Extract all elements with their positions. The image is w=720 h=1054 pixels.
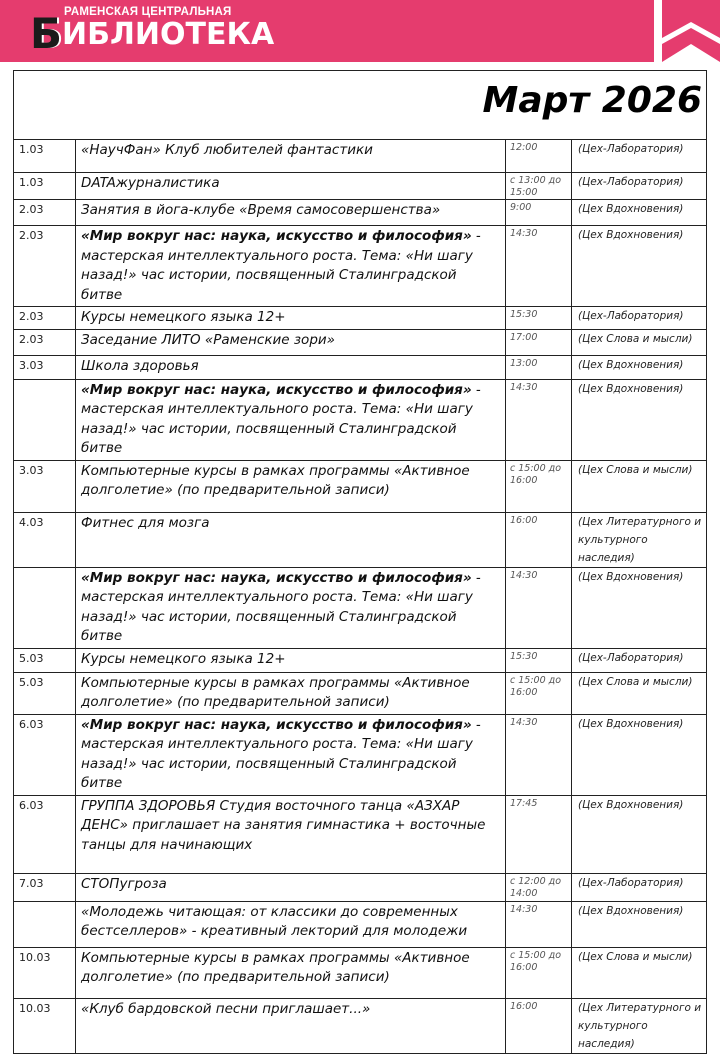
header-banner: [0, 0, 654, 62]
schedule-row: [14, 307, 707, 330]
row-date: 2.03: [14, 329, 76, 355]
event-title-bold: «Мир вокруг нас: наука, искусство и философия»: [81, 381, 472, 398]
event-text: Компьютерные курсы в рамках программы «Активное долголетие» (по предварительной записи): [81, 949, 470, 985]
schedule-row: [14, 379, 707, 460]
row-date: 10.03: [14, 998, 76, 1053]
row-event: [76, 901, 506, 947]
title-row: [14, 71, 707, 140]
schedule-row: [14, 512, 707, 567]
schedule-row: [14, 648, 707, 672]
row-place: (Цех-Лаборатория): [572, 307, 707, 330]
event-text: Курсы немецкого языка 12+: [81, 650, 286, 667]
row-place: (Цех-Лаборатория): [572, 140, 707, 173]
row-time: 16:00: [506, 998, 572, 1053]
row-time: 9:00: [506, 200, 572, 226]
row-time: 14:30: [506, 901, 572, 947]
logo-first-letter: Б: [30, 9, 63, 58]
row-place: (Цех Вдохновения): [572, 355, 707, 379]
month-title: Март 2026: [482, 80, 702, 121]
row-place: (Цех-Лаборатория): [572, 648, 707, 672]
schedule-row: [14, 795, 707, 873]
row-event: [76, 226, 506, 307]
event-title-bold: «Мир вокруг нас: наука, искусство и философия»: [81, 569, 472, 586]
row-event: [76, 307, 506, 330]
row-event: [76, 648, 506, 672]
schedule-row: [14, 355, 707, 379]
event-text: - мастерская интеллектуального роста. Тема: «Ни шагу назад!» час истории, посвященный Сталинградской битве: [81, 228, 481, 303]
row-date: 3.03: [14, 460, 76, 512]
row-event: [76, 460, 506, 512]
row-time: 14:30: [506, 379, 572, 460]
row-date: 1.03: [14, 140, 76, 173]
row-event: [76, 200, 506, 226]
row-event: [76, 795, 506, 873]
row-time: с 12:00 до 14:00: [506, 873, 572, 901]
row-place: (Цех Слова и мысли): [572, 329, 707, 355]
event-text: ГРУППА ЗДОРОВЬЯ Студия восточного танца «АЗХАР ДЕНС» приглашает на занятия гимнастика + восточные танцы для начинающих: [81, 797, 486, 853]
row-event: [76, 173, 506, 200]
event-text: - мастерская интеллектуального роста. Тема: «Ни шагу назад!» час истории, посвященный Сталинградской битве: [81, 381, 481, 456]
row-place: (Цех Вдохновения): [572, 795, 707, 873]
row-place: (Цех Вдохновения): [572, 226, 707, 307]
schedule-row: [14, 672, 707, 714]
row-date: 6.03: [14, 714, 76, 795]
row-time: 15:30: [506, 307, 572, 330]
row-event: [76, 873, 506, 901]
row-time: 17:00: [506, 329, 572, 355]
event-text: - мастерская интеллектуального роста. Тема: «Ни шагу назад!» час истории, посвященный Сталинградской битве: [81, 716, 481, 791]
row-event: [76, 512, 506, 567]
row-date: 5.03: [14, 648, 76, 672]
row-time: с 15:00 до 16:00: [506, 672, 572, 714]
row-time: с 13:00 до 15:00: [506, 173, 572, 200]
row-date: [14, 567, 76, 648]
row-event: [76, 379, 506, 460]
row-event: [76, 329, 506, 355]
row-time: 14:30: [506, 567, 572, 648]
row-time: 17:45: [506, 795, 572, 873]
schedule-row: [14, 173, 707, 200]
event-text: - мастерская интеллектуального роста. Тема: «Ни шагу назад!» час истории, посвященный Сталинградской битве: [81, 569, 481, 644]
event-text: «Клуб бардовской песни приглашает...»: [81, 1000, 371, 1017]
row-time: 14:30: [506, 714, 572, 795]
event-text: «НаучФан» Клуб любителей фантастики: [81, 142, 373, 158]
schedule-row: [14, 200, 707, 226]
row-place: (Цех-Лаборатория): [572, 873, 707, 901]
row-place: (Цех Слова и мысли): [572, 672, 707, 714]
row-place: (Цех Литературного и культурного наследия): [572, 512, 707, 567]
row-time: с 15:00 до 16:00: [506, 460, 572, 512]
logo-rest: ИБЛИОТЕКА: [62, 17, 275, 52]
event-text: Фитнес для мозга: [81, 514, 210, 531]
event-text: «Молодежь читающая: от классики до современных бестселлеров» - креативный лекторий для молодежи: [81, 903, 468, 939]
schedule-row: [14, 567, 707, 648]
event-text: Компьютерные курсы в рамках программы «Активное долголетие» (по предварительной записи): [81, 462, 470, 498]
row-time: с 15:00 до 16:00: [506, 947, 572, 998]
row-date: 3.03: [14, 355, 76, 379]
schedule-row: [14, 998, 707, 1053]
event-text: DATAжурналистика: [81, 175, 220, 191]
row-event: [76, 567, 506, 648]
row-event: [76, 355, 506, 379]
bookmark-icon: [662, 0, 720, 62]
row-place: (Цех Вдохновения): [572, 714, 707, 795]
schedule-row: [14, 329, 707, 355]
row-event: [76, 947, 506, 998]
row-date: 2.03: [14, 307, 76, 330]
org-line: РАМЕНСКАЯ ЦЕНТРАЛЬНАЯ: [64, 6, 232, 18]
row-time: 14:30: [506, 226, 572, 307]
row-date: [14, 901, 76, 947]
row-place: (Цех Слова и мысли): [572, 460, 707, 512]
schedule-row: [14, 873, 707, 901]
row-event: [76, 714, 506, 795]
event-text: Школа здоровья: [81, 357, 199, 374]
title-cell: [14, 71, 707, 140]
row-place: (Цех Вдохновения): [572, 379, 707, 460]
row-date: 4.03: [14, 512, 76, 567]
schedule-row: [14, 140, 707, 173]
row-date: 2.03: [14, 200, 76, 226]
row-place: (Цех Литературного и культурного наследия): [572, 998, 707, 1053]
row-place: (Цех Вдохновения): [572, 901, 707, 947]
schedule-row: [14, 714, 707, 795]
row-event: [76, 140, 506, 173]
row-place: (Цех Вдохновения): [572, 567, 707, 648]
row-event: [76, 672, 506, 714]
row-date: 1.03: [14, 173, 76, 200]
event-text: СТОПугроза: [81, 875, 167, 892]
row-place: (Цех-Лаборатория): [572, 173, 707, 200]
row-place: (Цех Слова и мысли): [572, 947, 707, 998]
row-date: 7.03: [14, 873, 76, 901]
schedule-row: [14, 460, 707, 512]
row-event: [76, 998, 506, 1053]
row-date: [14, 379, 76, 460]
row-date: 2.03: [14, 226, 76, 307]
event-text: Компьютерные курсы в рамках программы «Активное долголетие» (по предварительной записи): [81, 674, 470, 710]
schedule-row: [14, 901, 707, 947]
row-date: 5.03: [14, 672, 76, 714]
row-time: 12:00: [506, 140, 572, 173]
schedule-row: [14, 226, 707, 307]
row-time: 16:00: [506, 512, 572, 567]
schedule-table: [13, 70, 707, 1054]
event-text: Заседание ЛИТО «Раменские зори»: [81, 331, 335, 348]
row-time: 15:30: [506, 648, 572, 672]
event-title-bold: «Мир вокруг нас: наука, искусство и философия»: [81, 716, 472, 733]
event-text: Курсы немецкого языка 12+: [81, 309, 286, 325]
row-place: (Цех Вдохновения): [572, 200, 707, 226]
row-date: 6.03: [14, 795, 76, 873]
schedule-row: [14, 947, 707, 998]
event-title-bold: «Мир вокруг нас: наука, искусство и философия»: [81, 228, 472, 244]
row-date: 10.03: [14, 947, 76, 998]
event-text: Занятия в йога-клубе «Время самосовершенства»: [81, 202, 441, 218]
row-time: 13:00: [506, 355, 572, 379]
